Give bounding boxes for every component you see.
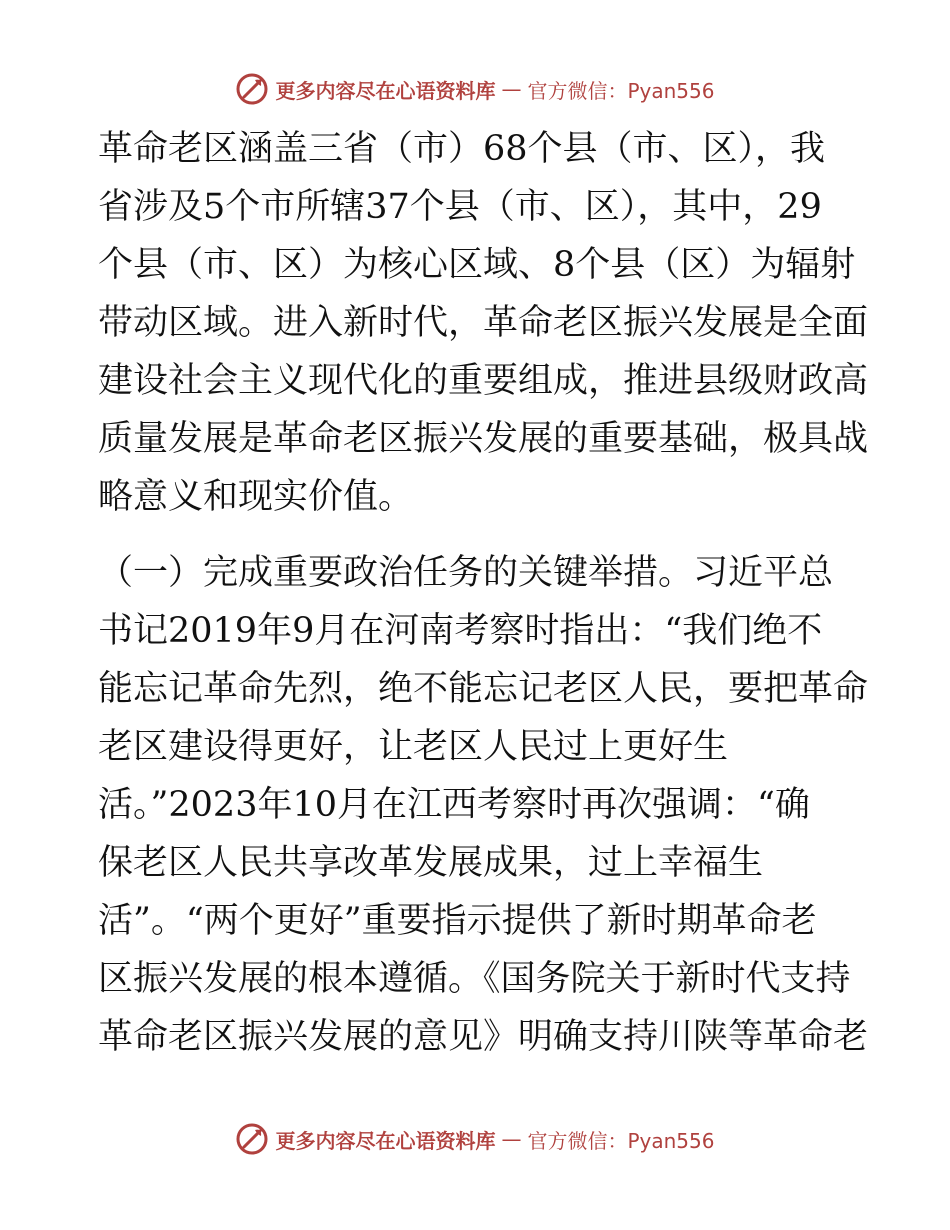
text-line: 省涉及5个市所辖37个县（市、区），其中，29 bbox=[98, 187, 822, 227]
text-line: 带动区域。进入新时代，革命老区振兴发展是全面 bbox=[98, 303, 869, 343]
watermark-suffix: 官方微信：Pyan556 bbox=[527, 1128, 715, 1153]
watermark-text: 更多内容尽在心语资料库 bbox=[275, 1128, 496, 1153]
quill-logo-icon bbox=[235, 72, 269, 106]
text-line: 革命老区涵盖三省（市）68个县（市、区），我 bbox=[98, 129, 826, 169]
watermark-dash: — bbox=[501, 77, 522, 101]
quill-logo-icon bbox=[235, 1122, 269, 1156]
watermark-dash: — bbox=[501, 1127, 522, 1151]
text-line: 活”。“两个更好”重要指示提供了新时期革命老 bbox=[98, 901, 817, 941]
text-line: 个县（市、区）为核心区域、8个县（区）为辐射 bbox=[98, 245, 856, 285]
text-line: 活。”2023年10月在江西考察时再次强调：“确 bbox=[98, 785, 810, 825]
paragraph-2 bbox=[98, 544, 869, 1066]
text-line: 能忘记革命先烈，绝不能忘记老区人民，要把革命 bbox=[98, 669, 869, 709]
paragraph-1 bbox=[98, 120, 869, 526]
watermark-suffix: 官方微信：Pyan556 bbox=[527, 78, 715, 103]
text-line: 区振兴发展的根本遵循。《国务院关于新时代支持 bbox=[98, 959, 851, 999]
footer-watermark bbox=[0, 1122, 950, 1156]
text-line: 老区建设得更好，让老区人民过上更好生 bbox=[98, 727, 729, 767]
header-watermark bbox=[0, 72, 950, 106]
text-line: 保老区人民共享改革发展成果，过上幸福生 bbox=[98, 843, 764, 883]
text-line: 质量发展是革命老区振兴发展的重要基础，极具战 bbox=[98, 419, 869, 459]
text-line: 书记2019年9月在河南考察时指出：“我们绝不 bbox=[98, 611, 823, 651]
text-line: 建设社会主义现代化的重要组成，推进县级财政高 bbox=[98, 361, 869, 401]
document-body bbox=[98, 120, 869, 1066]
watermark-text: 更多内容尽在心语资料库 bbox=[275, 78, 496, 103]
text-line: 略意义和现实价值。 bbox=[98, 477, 414, 517]
text-line: 革命老区振兴发展的意见》明确支持川陕等革命老 bbox=[98, 1017, 869, 1057]
text-line: （一）完成重要政治任务的关键举措。习近平总 bbox=[98, 553, 834, 593]
